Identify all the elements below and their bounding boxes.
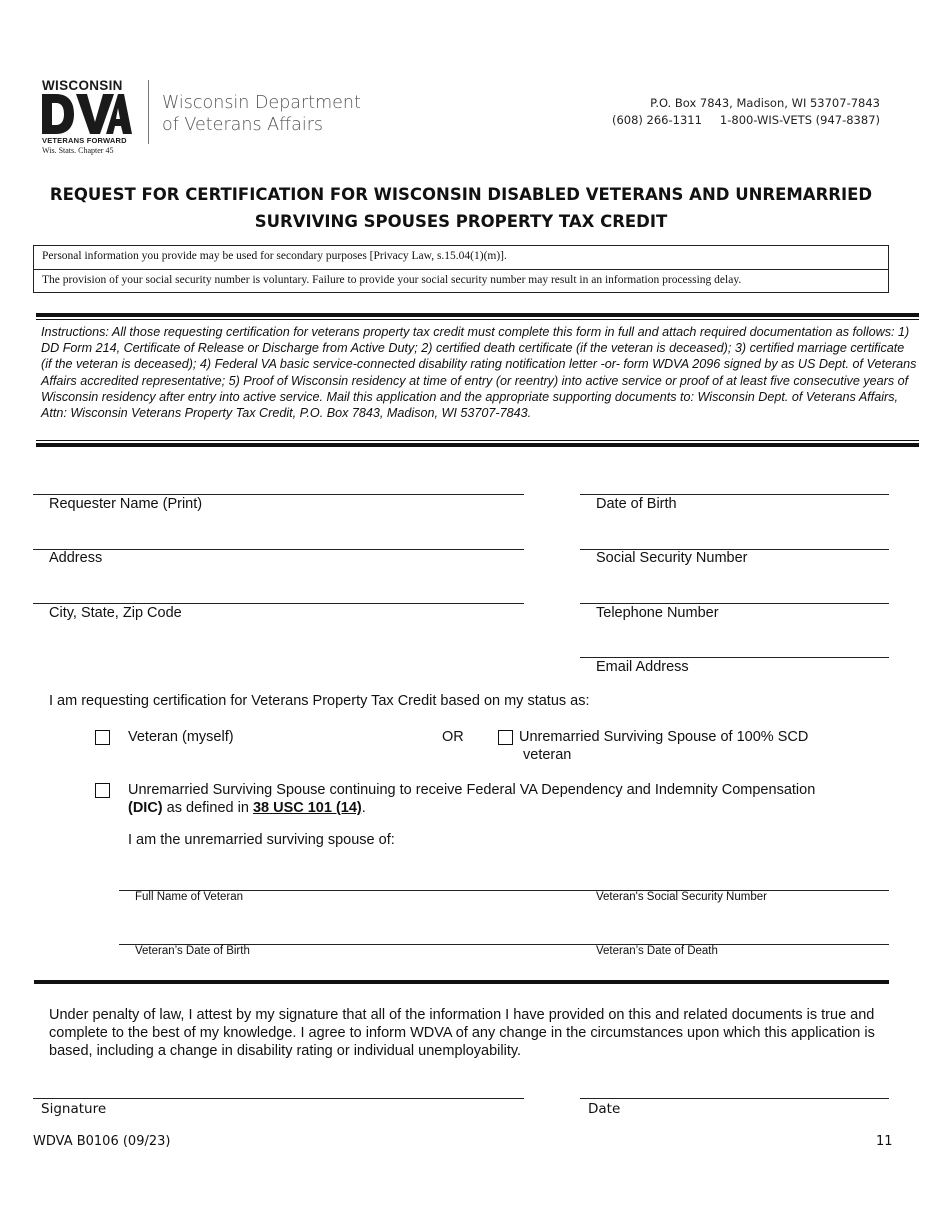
spouse-dic-label-line1: Unremarried Surviving Spouse continuing to receive Federal VA Dependency and Indemnity Compensation: [128, 782, 816, 798]
department-name-line1: Wisconsin Department: [162, 93, 361, 113]
address-label: Address: [49, 550, 103, 566]
or-separator: OR: [442, 729, 464, 745]
requester-name-field[interactable]: [33, 494, 524, 495]
address-field[interactable]: [33, 549, 524, 550]
dva-logo: [40, 92, 132, 136]
dic-period: .: [361, 800, 366, 816]
logo-state-shape: [54, 105, 62, 123]
toll-free-number: 1-800-WIS-VETS (947-8387): [719, 113, 880, 127]
veteran-dod-label: Veteran’s Date of Death: [596, 945, 718, 957]
form-title-line2: SURVIVING SPOUSES PROPERTY TAX CREDIT: [254, 212, 668, 231]
requester-name-label: Requester Name (Print): [49, 496, 203, 512]
telephone-field[interactable]: [580, 603, 889, 604]
form-title: [40, 181, 882, 235]
dic-abbreviation: (DIC): [128, 800, 163, 816]
veteran-full-name-label: Full Name of Veteran: [135, 891, 244, 903]
divider: [34, 980, 889, 984]
spouse-dic-option-label: [128, 781, 888, 817]
privacy-notice-line1: Personal information you provide may be used for secondary purposes [Privacy Law, s.15.04(1)(m)].: [42, 250, 507, 262]
spouse-dic-checkbox[interactable]: [95, 783, 110, 798]
signature-date-field[interactable]: [580, 1098, 889, 1099]
department-name: [162, 92, 361, 136]
spouse-of-prompt: I am the unremarried surviving spouse of:: [128, 832, 395, 848]
usc-reference-link[interactable]: 38 USC 101 (14): [252, 800, 362, 816]
spouse-scd-checkbox[interactable]: [498, 730, 513, 745]
spouse-scd-option-label: [519, 728, 808, 764]
privacy-notice-line2: The provision of your social security number is voluntary. Failure to provide your social security number may result in an information processing delay.: [34, 269, 888, 292]
city-state-zip-field[interactable]: [33, 603, 524, 604]
logo-statute: Wis. Stats. Chapter 45: [42, 146, 114, 155]
department-name-line2: of Veterans Affairs: [162, 115, 324, 135]
veteran-checkbox[interactable]: [95, 730, 110, 745]
instructions-text: Instructions: All those requesting certification for veterans property tax credit must complete this form in full and attach required documentation as follows: 1) DD Form 214, Certificate of Release or Discharge from Active Duty; 2) certified death certificate (if the veteran is deceased); 3) certified marriage certificate (if the veteran is deceased); 4) Federal VA basic service-connected disability rating notification letter -or- form WDVA 2096 signed by as US Dept. of Veterans Affairs accredited representative; 5) Proof of Wisconsin residency at time of entry (or reentry) into active service or proof of at least five consecutive years of Wisconsin residency after entry into active service. Mail this application and the appropriate supporting documents to: Wisconsin Dept. of Veterans Affairs, Attn: Wisconsin Veterans Property Tax Credit, P.O. Box 7843, Madison, WI 53707-7843.: [41, 325, 917, 421]
logo-wisconsin-text: WISCONSIN: [42, 78, 123, 93]
phone-line: [612, 112, 880, 129]
logo-divider: [148, 80, 149, 144]
form-title-line1: REQUEST FOR CERTIFICATION FOR WISCONSIN DISABLED VETERANS AND UNREMARRIED: [49, 185, 873, 204]
logo-tagline: VETERANS FORWARD: [42, 136, 127, 145]
page-number: 11: [876, 1134, 893, 1149]
date-of-birth-field[interactable]: [580, 494, 889, 495]
divider: [36, 313, 919, 317]
spouse-scd-label-line1: Unremarried Surviving Spouse of 100% SCD: [519, 729, 809, 745]
email-field[interactable]: [580, 657, 889, 658]
signature-label: Signature: [41, 1101, 107, 1117]
veteran-ssn-label: Veteran's Social Security Number: [596, 891, 767, 903]
signature-date-label: Date: [588, 1101, 621, 1117]
telephone-label: Telephone Number: [596, 605, 719, 621]
city-state-zip-label: City, State, Zip Code: [49, 605, 182, 621]
date-of-birth-label: Date of Birth: [596, 496, 677, 512]
divider: [36, 443, 919, 447]
divider: [36, 319, 919, 320]
spouse-dic-label-line2: [128, 799, 888, 817]
form-id: WDVA B0106 (09/23): [33, 1134, 171, 1149]
ssn-label: Social Security Number: [596, 550, 748, 566]
email-label: Email Address: [596, 659, 689, 675]
veteran-dob-label: Veteran’s Date of Birth: [135, 945, 250, 957]
contact-block: [612, 95, 880, 129]
status-prompt: I am requesting certification for Veterans Property Tax Credit based on my status as:: [49, 693, 590, 709]
mailing-address: P.O. Box 7843, Madison, WI 53707-7843: [650, 96, 880, 110]
veteran-option-label: Veteran (myself): [128, 729, 234, 745]
privacy-notice: [33, 245, 889, 293]
attestation-text: Under penalty of law, I attest by my signature that all of the information I have provided on this and related documents is true and complete to the best of my knowledge. I agree to inform WDVA of any change in the circumstances upon which this application is based, including a change in disability rating or individual unemployability.: [49, 1007, 875, 1059]
phone-number: (608) 266-1311: [611, 113, 702, 127]
dic-defined-in: as defined in: [162, 800, 253, 816]
signature-field[interactable]: [33, 1098, 524, 1099]
spouse-scd-label-line2: veteran: [523, 747, 572, 763]
divider: [36, 440, 919, 441]
